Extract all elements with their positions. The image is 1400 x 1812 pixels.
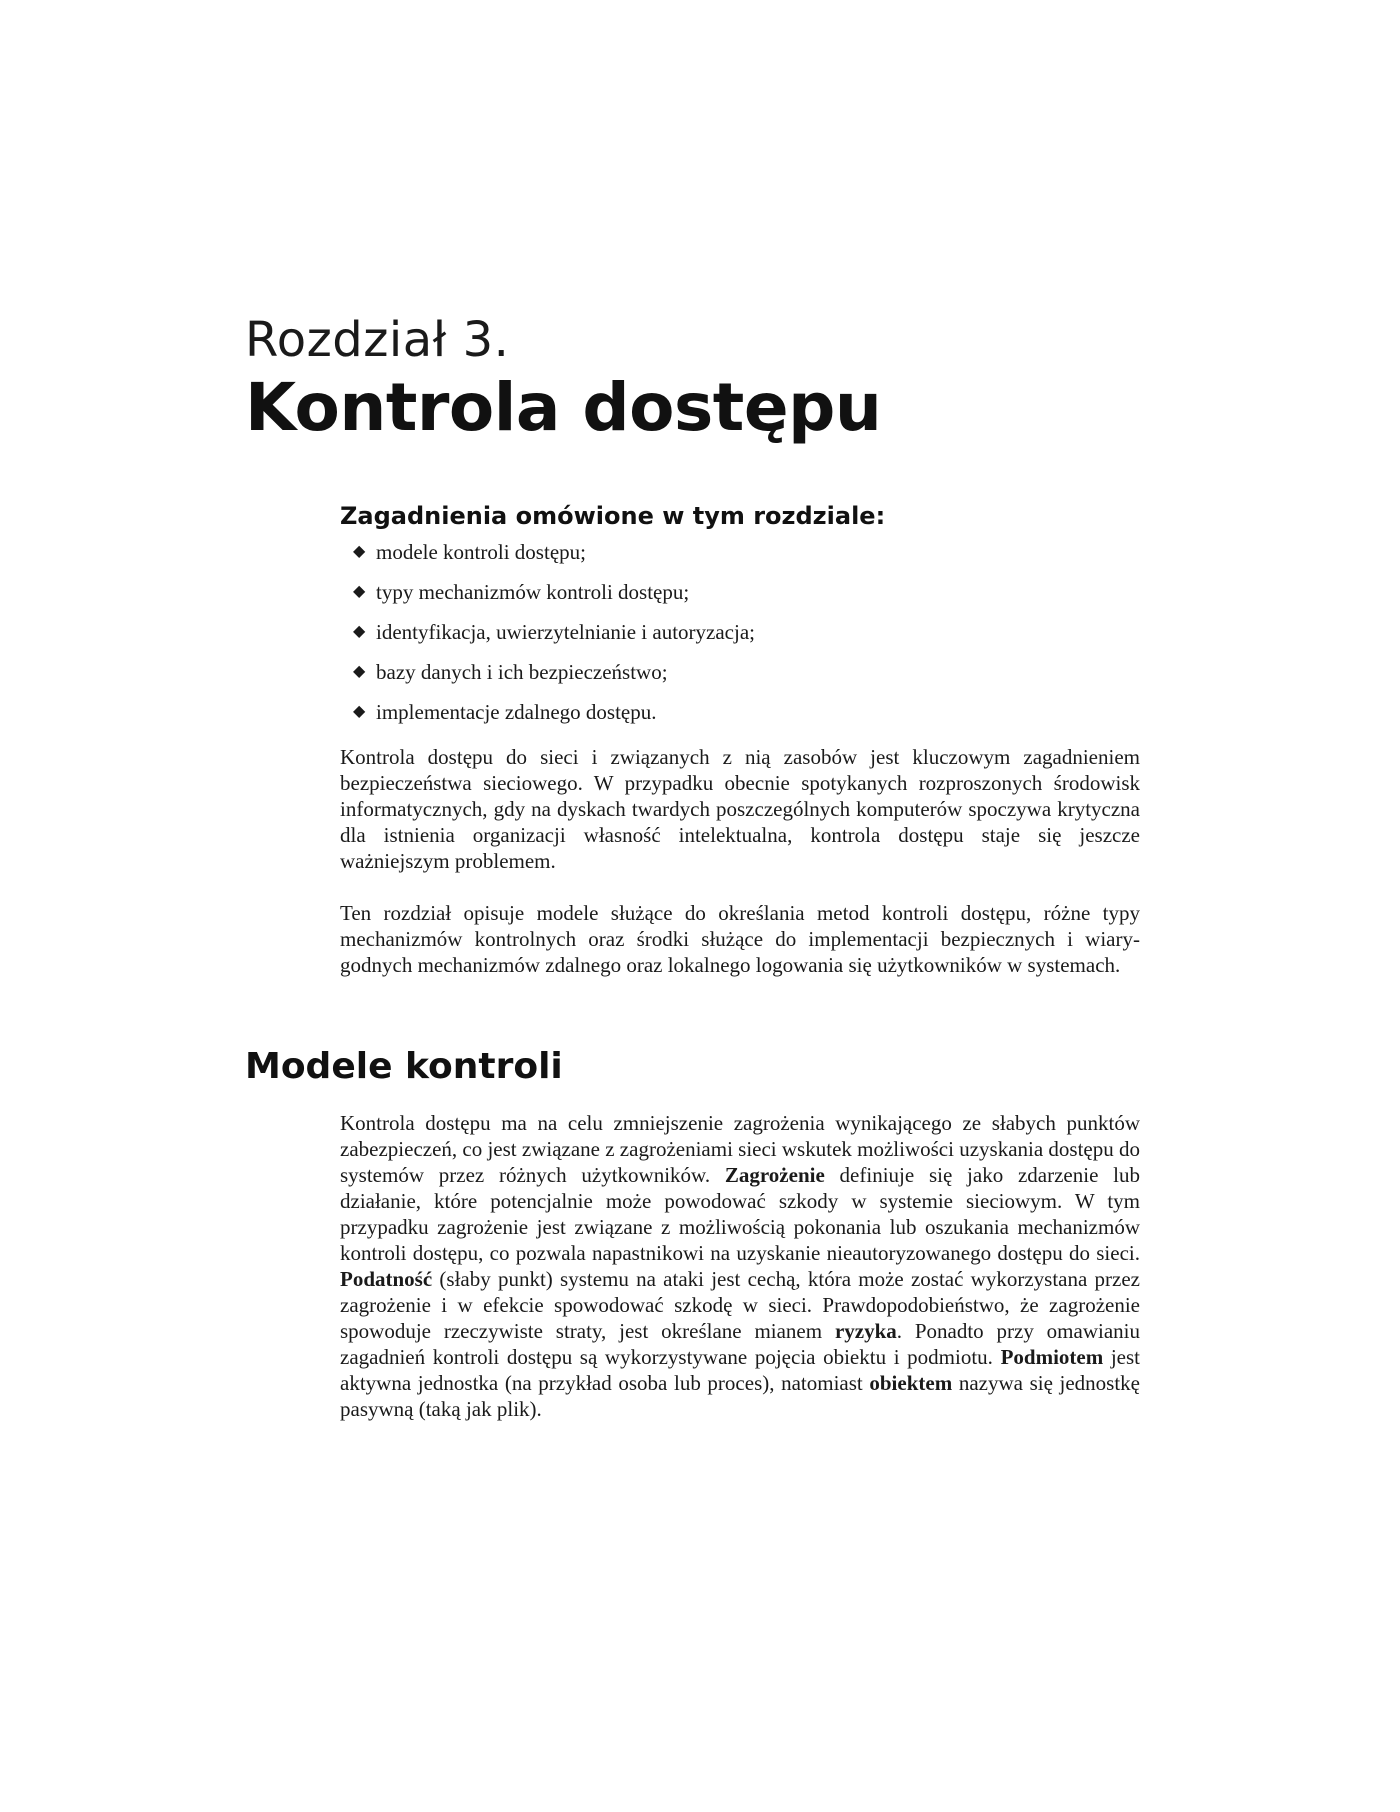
list-item bbox=[353, 700, 1140, 740]
text-segment: . Ponadto przy omawianiu zagadnień kontroli dostępu są wykorzystywane pojęcia obiektu i podmiotu. bbox=[340, 1319, 1140, 1369]
list-item-text: modele kontroli dostępu; bbox=[376, 540, 586, 564]
diamond-bullet-icon: ◆ bbox=[353, 543, 366, 560]
chapter-header bbox=[245, 310, 1145, 448]
term-ryzyka: ryzyka bbox=[834, 1319, 897, 1343]
diamond-bullet-icon: ◆ bbox=[353, 623, 366, 640]
text-segment: nazywa się jednostkę pasywną (taką jak plik). bbox=[340, 1371, 1140, 1421]
diamond-bullet-icon: ◆ bbox=[353, 663, 366, 680]
term-zagrozenie: Zagrożenie bbox=[724, 1163, 825, 1187]
text-segment: Kontrola dostępu ma na celu zmniejszenie zagrożenia wynikającego ze słabych punktów zabezpieczeń, co jest związane z zagrożeniami sieci wskutek możliwości uzyskania dostępu do systemów przez różnych użytkowników. bbox=[340, 1111, 1140, 1187]
term-podatnosc: Podatność bbox=[340, 1267, 433, 1291]
list-item bbox=[353, 540, 1140, 580]
list-item-text: identyfikacja, uwierzytelnianie i autoryzacja; bbox=[376, 620, 755, 644]
chapter-title: Kontrola dostępu bbox=[245, 369, 882, 446]
diamond-bullet-icon: ◆ bbox=[353, 703, 366, 720]
text-segment: definiuje się jako zdarzenie lub działanie, które potencjalnie może powodować szkody w systemie sieciowym. W tym przypadku zagrożenie jest związane z możliwością pokonania lub oszukania mechanizmów kontroli dostępu, co pozwala napastnikowi na uzyskanie nieautoryzowanego dostępu do sieci. bbox=[340, 1163, 1140, 1265]
section-paragraph bbox=[340, 1110, 1140, 1422]
list-item bbox=[353, 580, 1140, 620]
list-item bbox=[353, 660, 1140, 700]
section-body bbox=[340, 1110, 1140, 1422]
chapter-number: Rozdział 3. bbox=[245, 312, 510, 368]
list-item-text: bazy danych i ich bezpieczeństwo; bbox=[376, 660, 668, 684]
chapter-topics bbox=[340, 500, 1140, 740]
list-item-text: typy mechanizmów kontroli dostępu; bbox=[376, 580, 690, 604]
diamond-bullet-icon: ◆ bbox=[353, 583, 366, 600]
topics-list bbox=[340, 540, 1140, 740]
list-item bbox=[353, 620, 1140, 660]
topics-heading: Zagadnienia omówione w tym rozdziale: bbox=[340, 502, 886, 530]
list-item-text: implementacje zdalnego dostępu. bbox=[376, 700, 657, 724]
section-heading: Modele kontroli bbox=[245, 1046, 563, 1087]
term-podmiotem: Podmiotem bbox=[1000, 1345, 1104, 1369]
intro-paragraph: Kontrola dostępu do sieci i związanych z nią zasobów jest kluczowym zagadnieniem bezpieczeństwa sieciowego. W przypadku obecnie spotykanych rozproszonych środowisk informatycznych, gdy na dyskach twardych poszczególnych komputerów spoczywa krytyczna dla istnienia organizacji własność intelektualna, kontrola dostępu staje się jeszcze ważniejszym problemem. bbox=[340, 745, 1140, 873]
text-segment: jest aktywna jednostka (na przykład osoba lub proces), natomiast bbox=[340, 1345, 1141, 1395]
intro-paragraph: Ten rozdział opisuje modele służące do określania metod kontroli dostępu, różne typy mechanizmów kontrolnych oraz środki służące do implementacji bezpiecznych i wiarygodnych mechanizmów zdalnego oraz lokalnego logowania się użytkowników w systemach. bbox=[340, 901, 1140, 977]
term-obiektem: obiektem bbox=[869, 1371, 953, 1395]
text-segment: (słaby punkt) systemu na ataki jest cechą, która może zostać wykorzystana przez zagrożenie i w efekcie spowodować szkodę w sieci. Prawdopodobieństwo, że zagrożenie spowoduje rzeczywiste straty, jest określane mianem bbox=[340, 1267, 1140, 1343]
intro-section bbox=[340, 744, 1140, 978]
